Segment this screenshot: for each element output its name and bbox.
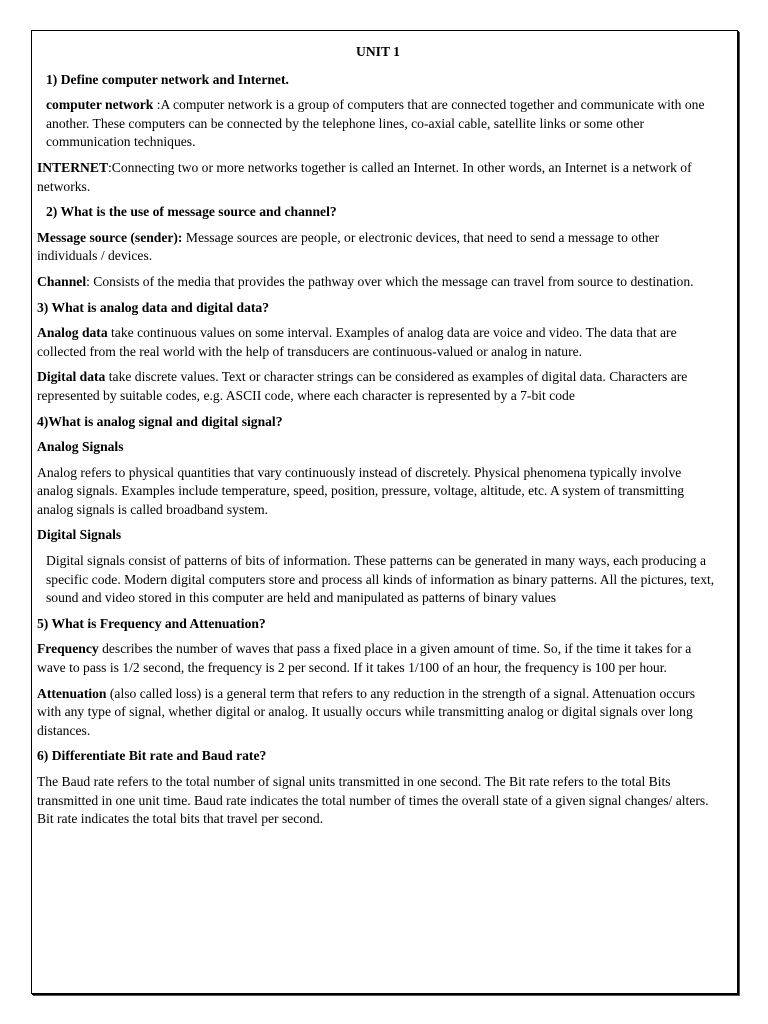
analog-signals-heading: Analog Signals [37, 439, 124, 455]
attenuation-definition [37, 685, 719, 741]
question-1-heading: 1) Define computer network and Internet. [46, 71, 289, 87]
term: Message source (sender): [37, 229, 183, 245]
term: Attenuation [37, 685, 107, 701]
term: Digital data [37, 369, 106, 385]
internet-definition [37, 159, 719, 196]
page-title: UNIT 1 [356, 44, 400, 59]
term: Analog data [37, 325, 108, 341]
question-4-heading: 4)What is analog signal and digital signal? [37, 413, 283, 429]
digital-data-definition [37, 368, 719, 405]
computer-network-definition [37, 96, 719, 152]
message-source-definition [37, 229, 719, 266]
term: computer network [46, 97, 154, 113]
definition-text: (also called loss) is a general term that refers to any reduction in the strength of a signal. Attenuation occurs with any type of signal, whether digital or analog. It usually occurs while transmitting analog or digital signals over long distances. [37, 685, 695, 738]
analog-data-definition [37, 324, 719, 361]
definition-text: describes the number of waves that pass a fixed place in a given amount of time. So, if the time it takes for a wave to pass is 1/2 second, the frequency is 2 per second. If it takes 1/100 of an hour, the frequency is 100 per hour. [37, 641, 692, 676]
definition-text: :Connecting two or more networks together is called an Internet. In other words, an Internet is a network of networks. [37, 159, 692, 194]
term: Channel [37, 273, 87, 289]
question-5-heading: 5) What is Frequency and Attenuation? [37, 615, 266, 631]
document-page [31, 30, 738, 994]
definition-text: :A computer network is a group of computers that are connected together and communicate with one another. These computers can be connected by the telephone lines, co-axial cable, satellite links or some other communication techniques. [46, 97, 705, 150]
definition-text: : Consists of the media that provides the pathway over which the message can travel from source to destination. [86, 273, 694, 289]
definition-text: take continuous values on some interval. Examples of analog data are voice and video. The data that are collected from the real world with the help of transducers are continuous-valued or analog in nature. [37, 325, 677, 359]
question-2-heading: 2) What is the use of message source and channel? [46, 204, 337, 220]
question-6-heading: 6) Differentiate Bit rate and Baud rate? [37, 748, 267, 764]
bit-baud-rate-text: The Baud rate refers to the total number of signal units transmitted in one second. The Bit rate refers to the total Bits transmitted in one unit time. Baud rate indicates the total number of times the overall state of a given signal changes/ alters. Bit rate indicates the total bits that travel per second. [37, 774, 709, 827]
definition-text: take discrete values. Text or character strings can be considered as examples of digital data. Characters are represented by suitable codes, e.g. ASCII code, where each character is represented by a 7-bit code [37, 369, 688, 403]
digital-signals-text: Digital signals consist of patterns of bits of information. These patterns can be generated in many ways, each producing a specific code. Modern digital computers store and process all kinds of information as binary patterns. All the pictures, text, sound and video stored in this computer are held and manipulated as patterns of binary values [46, 553, 715, 606]
document-content [37, 43, 719, 836]
term: Frequency [37, 641, 99, 657]
analog-signals-text: Analog refers to physical quantities that vary continuously instead of discretely. Physical phenomena typically involve analog signals. Examples include temperature, speed, position, pressure, voltage, altitude, etc. A system of transmitting analog signals is called broadband system. [37, 464, 685, 517]
digital-signals-heading: Digital Signals [37, 527, 122, 543]
channel-definition [37, 273, 719, 292]
question-3-heading: 3) What is analog data and digital data? [37, 299, 270, 315]
frequency-definition [37, 640, 719, 677]
term: INTERNET [37, 159, 109, 175]
definition-text: Message sources are people, or electronic devices, that need to send a message to other individuals / devices. [37, 229, 660, 264]
